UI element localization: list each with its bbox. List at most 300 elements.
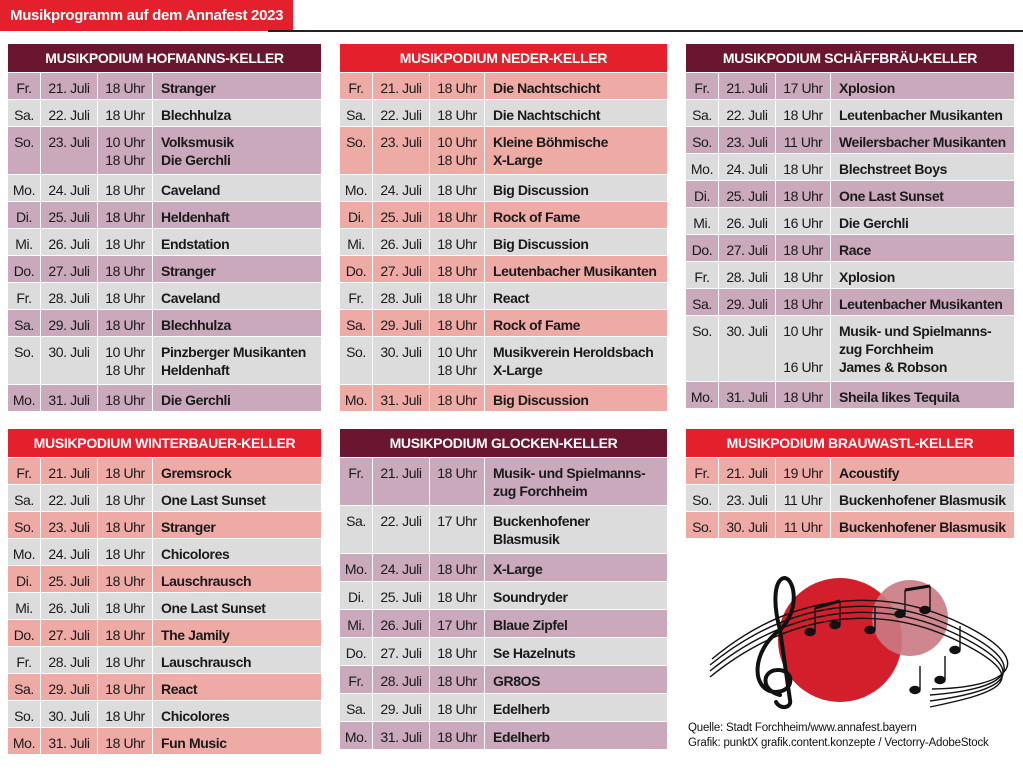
time-cell — [430, 337, 484, 384]
time-value: 18 Uhr — [783, 269, 823, 285]
act-cell — [485, 638, 667, 665]
day-cell: Sa. — [8, 674, 40, 700]
table-row — [686, 100, 1014, 126]
time-cell — [430, 506, 484, 553]
time-cell — [430, 458, 484, 505]
day-cell: Sa. — [8, 485, 40, 511]
time-value: 11 Uhr — [783, 134, 823, 150]
panel-header: MUSIKPODIUM GLOCKEN-KELLER — [340, 429, 667, 457]
time-value: 17 Uhr — [437, 617, 477, 633]
table-row — [340, 100, 667, 126]
act-name: Heldenhaft — [161, 362, 230, 378]
date-cell: 28. Juli — [373, 283, 429, 309]
day-cell: Fr. — [340, 283, 372, 309]
act-name: X-Large — [493, 362, 543, 378]
act-cell — [153, 337, 321, 384]
act-name: Leutenbacher Musikanten — [493, 263, 657, 279]
act-cell — [485, 582, 667, 609]
act-cell — [485, 100, 667, 126]
act-cell — [485, 229, 667, 255]
date-cell: 23. Juli — [41, 127, 97, 174]
time-cell — [430, 385, 484, 411]
act-name: Caveland — [161, 290, 221, 306]
table-row — [340, 310, 667, 336]
date-cell: 21. Juli — [41, 73, 97, 99]
act-cell — [485, 666, 667, 693]
act-name: Blechhulza — [161, 317, 231, 333]
act-name: Chicolores — [161, 546, 230, 562]
table-row — [686, 181, 1014, 207]
act-name: Stranger — [161, 80, 216, 96]
time-value: 18 Uhr — [437, 645, 477, 661]
time-cell — [430, 256, 484, 282]
date-cell: 21. Juli — [719, 458, 775, 484]
time-cell — [98, 283, 152, 309]
table-row — [340, 175, 667, 201]
date-cell: 24. Juli — [373, 554, 429, 581]
time-value: 18 Uhr — [437, 729, 477, 745]
act-cell — [153, 100, 321, 126]
time-cell — [98, 674, 152, 700]
act-cell — [153, 310, 321, 336]
act-name: Edelherb — [493, 701, 550, 717]
act-name: One Last Sunset — [161, 600, 266, 616]
date-cell: 26. Juli — [41, 593, 97, 619]
act-cell — [485, 694, 667, 721]
time-value: 10 Uhr — [105, 134, 145, 150]
day-cell: Mo. — [686, 154, 718, 180]
panel-schaeffbraeu-keller — [686, 44, 1014, 409]
table-row — [8, 283, 321, 309]
time-cell — [776, 208, 830, 234]
act-name: Fun Music — [161, 735, 227, 751]
day-cell: Mo. — [340, 722, 372, 749]
time-value: 18 Uhr — [105, 600, 145, 616]
act-cell — [153, 283, 321, 309]
act-cell — [153, 385, 321, 411]
time-value: 18 Uhr — [105, 392, 145, 408]
date-cell: 21. Juli — [373, 73, 429, 99]
time-cell — [98, 229, 152, 255]
day-cell: Sa. — [686, 289, 718, 315]
time-cell — [98, 566, 152, 592]
act-name: X-Large — [493, 561, 543, 577]
time-cell — [98, 385, 152, 411]
time-value: 18 Uhr — [105, 546, 145, 562]
time-cell — [430, 638, 484, 665]
table-row — [686, 127, 1014, 153]
act-cell — [485, 506, 667, 553]
act-name: Xplosion — [839, 80, 895, 96]
act-name: Soundryder — [493, 589, 568, 605]
act-name: The Jamily — [161, 627, 230, 643]
date-cell: 27. Juli — [719, 235, 775, 261]
time-value: 18 Uhr — [437, 152, 477, 168]
table-row — [686, 289, 1014, 315]
table-row — [686, 73, 1014, 99]
time-cell — [776, 316, 830, 381]
table-row — [8, 100, 321, 126]
time-cell — [98, 485, 152, 511]
act-cell — [485, 283, 667, 309]
act-cell — [485, 610, 667, 637]
table-row — [8, 539, 321, 565]
act-name: Endstation — [161, 236, 230, 252]
time-cell — [776, 262, 830, 288]
act-name: Gremsrock — [161, 465, 232, 481]
time-value: 18 Uhr — [105, 80, 145, 96]
act-name: Big Discussion — [493, 236, 589, 252]
act-name: Buckenhofener Blasmusik — [839, 492, 1006, 508]
act-name: Die Nachtschicht — [493, 80, 601, 96]
time-value: 17 Uhr — [437, 513, 477, 529]
credits-source: Quelle: Stadt Forchheim/www.annafest.bayern — [688, 722, 917, 734]
time-value: 10 Uhr — [437, 344, 477, 360]
time-value: 16 Uhr — [783, 215, 823, 231]
act-cell — [153, 485, 321, 511]
day-cell: Fr. — [8, 647, 40, 673]
table-row — [340, 458, 667, 505]
date-cell: 22. Juli — [41, 100, 97, 126]
time-value: 11 Uhr — [783, 492, 823, 508]
act-cell — [485, 385, 667, 411]
time-value: 10 Uhr — [783, 323, 823, 339]
date-cell: 25. Juli — [373, 582, 429, 609]
act-cell — [153, 728, 321, 754]
time-cell — [430, 554, 484, 581]
time-value: 18 Uhr — [437, 107, 477, 123]
time-value: 18 Uhr — [105, 519, 145, 535]
act-name: Blechhulza — [161, 107, 231, 123]
time-value: 18 Uhr — [105, 182, 145, 198]
act-cell — [831, 73, 1014, 99]
time-value: 11 Uhr — [783, 519, 823, 535]
credits — [688, 721, 989, 751]
date-cell: 27. Juli — [373, 256, 429, 282]
act-name: Chicolores — [161, 708, 230, 724]
act-cell — [485, 127, 667, 174]
act-name: Musik- und Spielmanns- — [493, 465, 646, 481]
table-row — [340, 582, 667, 609]
table-row — [8, 674, 321, 700]
table-row — [340, 610, 667, 637]
act-name: Pinzberger Musikanten — [161, 344, 306, 360]
time-value: 18 Uhr — [437, 209, 477, 225]
day-cell: Fr. — [340, 666, 372, 693]
time-cell — [430, 127, 484, 174]
table-row — [8, 127, 321, 174]
day-cell: Sa. — [8, 310, 40, 336]
date-cell: 28. Juli — [719, 262, 775, 288]
day-cell: Do. — [340, 638, 372, 665]
act-cell — [485, 722, 667, 749]
act-cell — [153, 674, 321, 700]
act-name: X-Large — [493, 152, 543, 168]
time-value: 18 Uhr — [783, 242, 823, 258]
table-row — [8, 458, 321, 484]
table-row — [340, 694, 667, 721]
time-cell — [98, 512, 152, 538]
time-value: 10 Uhr — [105, 344, 145, 360]
date-cell: 22. Juli — [41, 485, 97, 511]
time-cell — [430, 202, 484, 228]
table-row — [340, 722, 667, 749]
time-cell — [98, 701, 152, 727]
time-cell — [430, 722, 484, 749]
date-cell: 25. Juli — [41, 566, 97, 592]
time-value: 18 Uhr — [437, 182, 477, 198]
table-row — [8, 620, 321, 646]
date-cell: 24. Juli — [719, 154, 775, 180]
date-cell: 25. Juli — [41, 202, 97, 228]
day-cell: Fr. — [8, 73, 40, 99]
time-value: 18 Uhr — [105, 107, 145, 123]
act-name: zug Forchheim — [493, 483, 588, 499]
table-row — [686, 262, 1014, 288]
time-value: 18 Uhr — [105, 317, 145, 333]
act-name: James & Robson — [839, 359, 947, 375]
table-row — [8, 202, 321, 228]
day-cell: Mi. — [8, 593, 40, 619]
time-value: 18 Uhr — [437, 673, 477, 689]
act-cell — [153, 458, 321, 484]
time-cell — [430, 283, 484, 309]
time-value: 18 Uhr — [437, 589, 477, 605]
time-value: 18 Uhr — [783, 296, 823, 312]
time-cell — [776, 73, 830, 99]
time-cell — [98, 100, 152, 126]
day-cell: Sa. — [340, 100, 372, 126]
time-value: 18 Uhr — [437, 80, 477, 96]
act-cell — [485, 458, 667, 505]
table-row — [686, 316, 1014, 381]
table-row — [340, 666, 667, 693]
act-cell — [153, 566, 321, 592]
act-name: Acoustify — [839, 465, 900, 481]
day-cell: So. — [8, 701, 40, 727]
act-name: Sheila likes Tequila — [839, 389, 960, 405]
time-cell — [776, 382, 830, 408]
act-cell — [831, 382, 1014, 408]
time-cell — [776, 289, 830, 315]
act-cell — [485, 337, 667, 384]
panel-header: MUSIKPODIUM WINTERBAUER-KELLER — [8, 429, 321, 457]
table-row — [8, 485, 321, 511]
act-name: Musikverein Heroldsbach — [493, 344, 654, 360]
act-name: zug Forchheim — [839, 341, 934, 357]
act-name: Die Nachtschicht — [493, 107, 601, 123]
time-cell — [776, 458, 830, 484]
day-cell: So. — [8, 512, 40, 538]
day-cell: Mi. — [340, 610, 372, 637]
time-cell — [98, 310, 152, 336]
date-cell: 28. Juli — [41, 283, 97, 309]
table-row — [686, 512, 1014, 538]
act-cell — [153, 701, 321, 727]
act-name: Rock of Fame — [493, 317, 580, 333]
act-cell — [153, 175, 321, 201]
day-cell: Di. — [8, 566, 40, 592]
act-cell — [831, 235, 1014, 261]
act-cell — [831, 154, 1014, 180]
time-value: 18 Uhr — [437, 701, 477, 717]
date-cell: 26. Juli — [373, 229, 429, 255]
act-name: Blechstreet Boys — [839, 161, 947, 177]
time-cell — [98, 73, 152, 99]
table-row — [340, 202, 667, 228]
panel-brauwastl-keller — [686, 429, 1014, 539]
time-value: 18 Uhr — [437, 317, 477, 333]
time-value: 18 Uhr — [437, 236, 477, 252]
act-cell — [153, 539, 321, 565]
act-name: Blasmusik — [493, 531, 560, 547]
time-value: 18 Uhr — [105, 708, 145, 724]
time-value: 18 Uhr — [105, 681, 145, 697]
act-name: Volksmusik — [161, 134, 234, 150]
day-cell: Mo. — [8, 385, 40, 411]
time-value: 18 Uhr — [437, 263, 477, 279]
time-value: 18 Uhr — [105, 654, 145, 670]
page-title: Musikprogramm auf dem Annafest 2023 — [0, 0, 293, 31]
day-cell: Di. — [8, 202, 40, 228]
day-cell: So. — [686, 512, 718, 538]
time-value: 18 Uhr — [105, 209, 145, 225]
time-value — [776, 340, 830, 358]
table-row — [8, 512, 321, 538]
date-cell: 27. Juli — [373, 638, 429, 665]
time-value: 18 Uhr — [783, 188, 823, 204]
day-cell: Fr. — [686, 262, 718, 288]
time-cell — [430, 175, 484, 201]
date-cell: 28. Juli — [41, 647, 97, 673]
panel-glocken-keller — [340, 429, 667, 750]
table-row — [340, 337, 667, 384]
date-cell: 24. Juli — [41, 539, 97, 565]
time-value: 18 Uhr — [105, 627, 145, 643]
act-name: Buckenhofener Blasmusik — [839, 519, 1006, 535]
time-value: 18 Uhr — [437, 362, 477, 378]
day-cell: So. — [8, 337, 40, 384]
table-row — [340, 506, 667, 553]
date-cell: 23. Juli — [41, 512, 97, 538]
panel-winterbauer-keller — [8, 429, 321, 755]
time-value: 18 Uhr — [105, 152, 145, 168]
act-cell — [153, 647, 321, 673]
time-value: 18 Uhr — [437, 561, 477, 577]
table-row — [8, 566, 321, 592]
time-cell — [430, 610, 484, 637]
table-row — [8, 73, 321, 99]
act-name: Big Discussion — [493, 182, 589, 198]
time-cell — [98, 539, 152, 565]
date-cell: 24. Juli — [41, 175, 97, 201]
panel-header: MUSIKPODIUM BRAUWASTL-KELLER — [686, 429, 1014, 457]
act-cell — [153, 256, 321, 282]
day-cell: Mo. — [686, 382, 718, 408]
date-cell: 22. Juli — [373, 100, 429, 126]
day-cell: So. — [686, 127, 718, 153]
music-notes-illustration — [700, 570, 1010, 710]
panel-hofmanns-keller — [8, 44, 321, 412]
time-cell — [776, 154, 830, 180]
act-name: One Last Sunset — [839, 188, 944, 204]
day-cell: Mo. — [340, 385, 372, 411]
date-cell: 31. Juli — [41, 728, 97, 754]
act-cell — [831, 458, 1014, 484]
act-name: React — [493, 290, 530, 306]
act-name: Weilersbacher Musikanten — [839, 134, 1006, 150]
date-cell: 30. Juli — [719, 316, 775, 381]
act-name: Stranger — [161, 519, 216, 535]
table-row — [8, 385, 321, 411]
act-name: Xplosion — [839, 269, 895, 285]
time-cell — [98, 593, 152, 619]
act-cell — [831, 512, 1014, 538]
table-row — [8, 229, 321, 255]
act-name: Buckenhofener — [493, 513, 590, 529]
act-cell — [831, 316, 1014, 381]
date-cell: 26. Juli — [719, 208, 775, 234]
day-cell: So. — [686, 485, 718, 511]
day-cell: Do. — [686, 235, 718, 261]
day-cell: Di. — [686, 181, 718, 207]
date-cell: 29. Juli — [373, 694, 429, 721]
table-row — [686, 382, 1014, 408]
time-value: 18 Uhr — [105, 263, 145, 279]
date-cell: 26. Juli — [41, 229, 97, 255]
table-row — [8, 175, 321, 201]
day-cell: Mi. — [686, 208, 718, 234]
table-row — [8, 593, 321, 619]
time-cell — [98, 620, 152, 646]
act-cell — [831, 181, 1014, 207]
table-row — [686, 485, 1014, 511]
day-cell: Fr. — [340, 73, 372, 99]
date-cell: 21. Juli — [373, 458, 429, 505]
day-cell: So. — [686, 316, 718, 381]
time-cell — [776, 512, 830, 538]
act-name: Se Hazelnuts — [493, 645, 576, 661]
day-cell: Mo. — [8, 728, 40, 754]
date-cell: 29. Juli — [41, 310, 97, 336]
time-value: 18 Uhr — [105, 573, 145, 589]
time-cell — [430, 666, 484, 693]
day-cell: Mo. — [8, 539, 40, 565]
day-cell: Mo. — [340, 175, 372, 201]
time-value: 18 Uhr — [437, 392, 477, 408]
act-name: Die Gerchli — [839, 215, 909, 231]
act-name: Big Discussion — [493, 392, 589, 408]
table-row — [8, 337, 321, 384]
time-cell — [776, 127, 830, 153]
table-row — [340, 229, 667, 255]
date-cell: 30. Juli — [41, 701, 97, 727]
time-cell — [98, 256, 152, 282]
act-name: One Last Sunset — [161, 492, 266, 508]
date-cell: 23. Juli — [373, 127, 429, 174]
act-cell — [831, 127, 1014, 153]
act-name: Leutenbacher Musikanten — [839, 107, 1003, 123]
time-value: 17 Uhr — [783, 80, 823, 96]
act-cell — [831, 289, 1014, 315]
act-name: Kleine Böhmische — [493, 134, 608, 150]
act-cell — [153, 202, 321, 228]
day-cell: Mi. — [8, 229, 40, 255]
table-row — [8, 701, 321, 727]
time-cell — [98, 728, 152, 754]
time-cell — [98, 337, 152, 384]
act-name: Musik- und Spielmanns- — [839, 323, 992, 339]
